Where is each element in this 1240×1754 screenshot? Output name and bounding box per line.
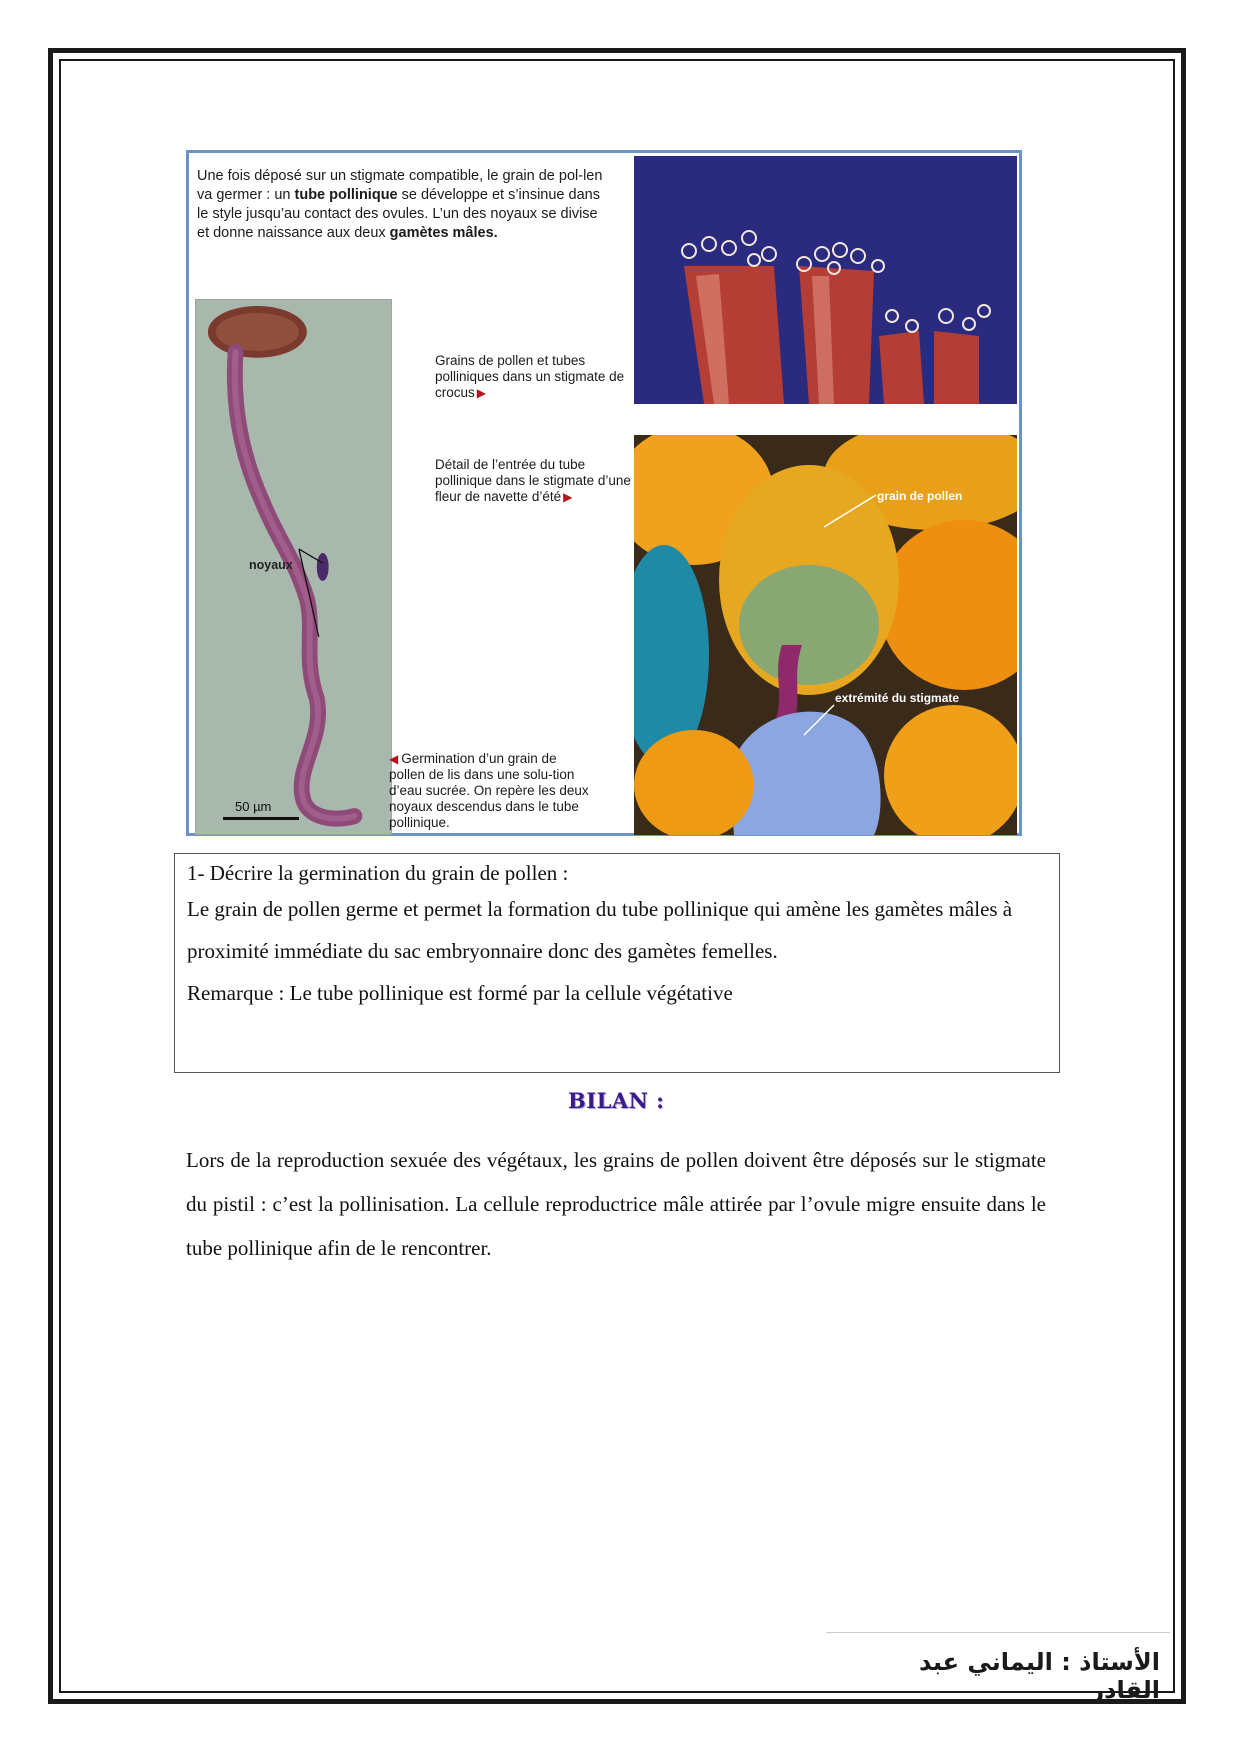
- footer-divider: [826, 1632, 1170, 1633]
- triangle-arrow-icon: ▶: [563, 490, 573, 504]
- question-remark: Remarque : Le tube pollinique est formé par la cellule végétative: [187, 981, 733, 1005]
- triangle-arrow-icon: ▶: [476, 386, 486, 400]
- figure-intro: Une fois déposé sur un stigmate compatible, le grain de pol-len va germer : un tube pollinique se développe et s’insinue dans le style jusqu’au contact des ovules. L’un des noyaux se divise et donne naissance aux deux gamètes mâles.: [197, 168, 603, 241]
- caption-crocus: Grains de pollen et tubes polliniques dans un stigmate de crocus ▶: [435, 353, 625, 400]
- pollen-figure: [186, 150, 1022, 836]
- teacher-signature: الأستاذ : اليماني عبد القادر: [919, 1648, 1160, 1704]
- scale-bar: [223, 817, 299, 820]
- stigma-tip-label: extrémité du stigmate: [835, 691, 960, 705]
- nuclei-label: noyaux: [249, 558, 293, 572]
- pollen-grain-label: grain de pollen: [877, 489, 963, 503]
- question-title: 1- Décrire la germination du grain de pollen :: [187, 861, 569, 885]
- bilan-text: Lors de la reproduction sexuée des végétaux, les grains de pollen doivent être déposés sur le stigmate du pistil : c’est la pollinisation. La cellule reproductrice mâle attirée par l’ovule migre ensuite dans le tube pollinique afin de le rencontrer.: [186, 1148, 1046, 1260]
- caption-germination: ◀ Germination d’un grain de pollen de lis dans une solu-tion d’eau sucrée. On repère les deux noyaux descendus dans le tube pollinique.: [389, 751, 589, 830]
- caption-detail: Détail de l’entrée du tube pollinique dans le stigmate d’une fleur de navette d’été ▶: [435, 457, 631, 504]
- triangle-arrow-icon: ◀: [389, 752, 399, 766]
- bilan-title: BILAN :: [568, 1088, 665, 1113]
- scale-label: 50 µm: [235, 799, 272, 814]
- crocus-stigma-photo: [634, 156, 1017, 404]
- lily-pollen-photo: [195, 299, 392, 835]
- question-box: [174, 853, 1060, 1073]
- question-answer: Le grain de pollen germe et permet la formation du tube pollinique qui amène les gamètes mâles à proximité immédiate du sac embryonnaire donc des gamètes femelles.: [187, 897, 1013, 963]
